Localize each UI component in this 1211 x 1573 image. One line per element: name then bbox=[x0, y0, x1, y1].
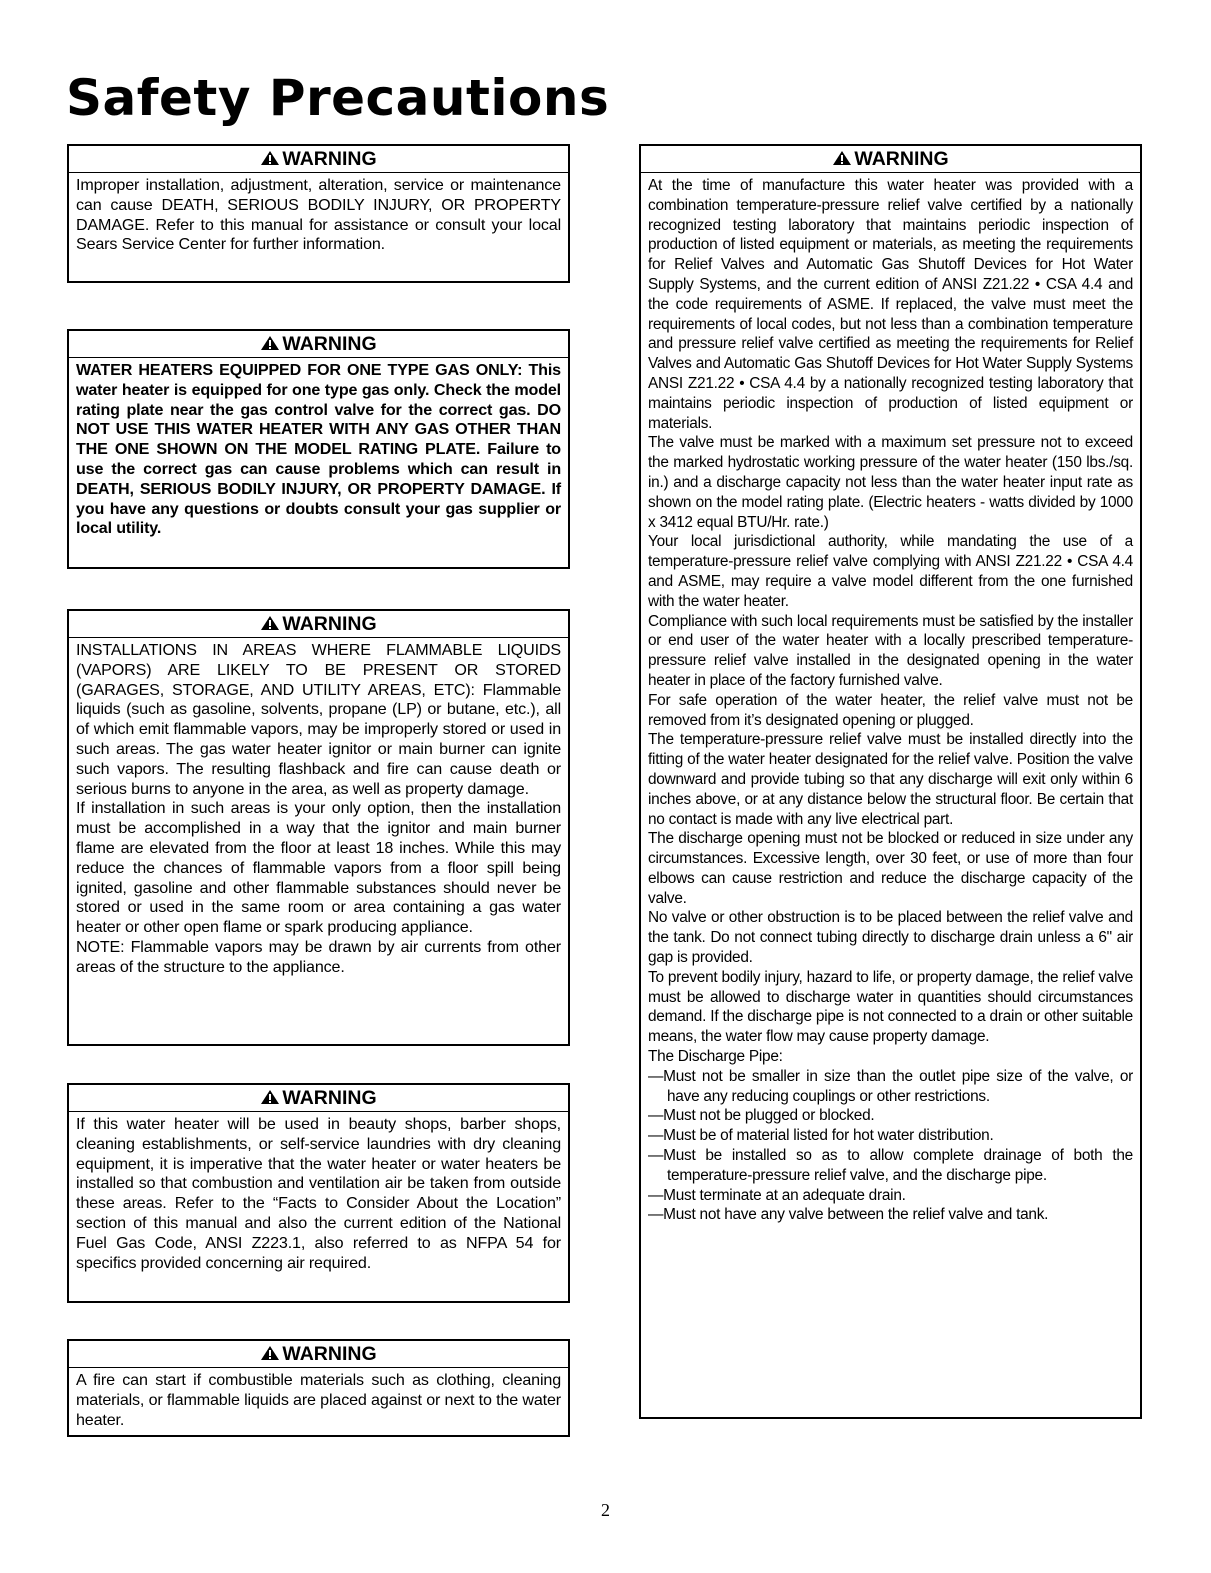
warning-header bbox=[641, 148, 1140, 173]
discharge-pipe-list-item: —Must not have any valve between the relief valve and tank. bbox=[648, 1206, 1049, 1224]
warning-paragraph: If installation in such areas is your only option, then the installation must be accomplished in a way that the ignitor and main burner flame are elevated from the floor at least 18 inches. While this may reduce the chances of flammable vapors from a floor spill being ignited, gasoline and other flammable substances should never be stored or used in the same room or area containing a gas water heater or other open flame or spark producing appliance. bbox=[76, 799, 561, 937]
discharge-pipe-list-item: —Must not be smaller in size than the outlet pipe size of the valve, or have any reducing couplings or other restrictions. bbox=[648, 1067, 1133, 1105]
warning-triangle-icon bbox=[260, 335, 280, 351]
warning-triangle-icon bbox=[260, 1345, 280, 1361]
warning-paragraph: WATER HEATERS EQUIPPED FOR ONE TYPE GAS ONLY: This water heater is equipped for one type gas only. Check the model rating plate near the gas control valve for the correct gas. DO NOT USE THIS WATER HEATER WITH ANY GAS OTHER THAN THE ONE SHOWN ON THE MODEL RATING PLATE. Failure to use the correct gas can cause problems which can result in DEATH, SERIOUS BODILY INJURY, OR PROPERTY DAMAGE. If you have any questions or doubts consult your gas supplier or local utility. bbox=[76, 361, 561, 538]
warning-paragraph: To prevent bodily injury, hazard to life, or property damage, the relief valve must be allowed to discharge water in quantities should circumstances demand. If the discharge pipe is not connected to a drain or other suitable means, the water flow may cause property damage. bbox=[648, 968, 1133, 1046]
warning-paragraph: The valve must be marked with a maximum set pressure not to exceed the marked hydrostatic working pressure of the water heater (150 lbs./sq. in.) and a discharge capacity not less than the water heater input rate as shown on the model rating plate. (Electric heaters - watts divided by 1000 x 3412 equal BTU/Hr. rate.) bbox=[648, 434, 1133, 531]
warning-triangle-icon bbox=[260, 1089, 280, 1105]
discharge-pipe-list-item: —Must terminate at an adequate drain. bbox=[648, 1186, 906, 1204]
warning-box-relief-valve bbox=[639, 144, 1142, 1419]
warning-triangle-icon bbox=[260, 615, 280, 631]
discharge-pipe-list-item: —Must be installed so as to allow complete drainage of both the temperature-pressure relief valve, and the discharge pipe. bbox=[648, 1147, 1133, 1184]
warning-paragraph: No valve or other obstruction is to be placed between the relief valve and the tank. Do not connect tubing directly to discharge drain unless a 6" air gap is provided. bbox=[648, 909, 1133, 967]
warning-paragraph: The discharge opening must not be blocked or reduced in size under any circumstances. Excessive length, over 30 feet, or use of more than four elbows can cause restriction and reduce the discharge capacity of the valve. bbox=[648, 830, 1133, 907]
warning-paragraph: At the time of manufacture this water heater was provided with a combination temperature-pressure relief valve certified by a nationally recognized testing laboratory that maintains periodic inspection of production of listed equipment or materials, as meeting the requirements for Relief Valves and Automatic Gas Shutoff Devices for Hot Water Supply Systems, and the current edition of ANSI Z21.22 • CSA 4.4 and the code requirements of ASME. If replaced, the valve must meet the requirements of local codes, but not less than a combination temperature and pressure relief valve certified as meeting the requirements for Relief Valves and Automatic Gas Shutoff Devices for Hot Water Supply Systems ANSI Z21.22 • CSA 4.4 by a nationally recognized testing laboratory that maintains periodic inspection of production of listed equipment or materials. bbox=[648, 177, 1133, 432]
warning-box-improper-installation bbox=[67, 144, 570, 283]
warning-header-label: WARNING bbox=[282, 1343, 377, 1365]
warning-header-label: WARNING bbox=[282, 333, 377, 355]
warning-header bbox=[69, 148, 568, 173]
page-number: 2 bbox=[601, 1500, 610, 1520]
discharge-pipe-list-item: —Must not be plugged or blocked. bbox=[648, 1107, 875, 1125]
warning-paragraph: NOTE: Flammable vapors may be drawn by air currents from other areas of the structure to the appliance. bbox=[76, 937, 561, 976]
warning-box-one-type-gas bbox=[67, 329, 570, 569]
warning-box-beauty-shops bbox=[67, 1083, 570, 1303]
warning-header-label: WARNING bbox=[282, 613, 377, 635]
warning-box-flammable-liquids bbox=[67, 609, 570, 1046]
warning-paragraph: INSTALLATIONS IN AREAS WHERE FLAMMABLE LIQUIDS (VAPORS) ARE LIKELY TO BE PRESENT OR STORED (GARAGES, STORAGE, AND UTILITY AREAS, ETC): Flammable liquids (such as gasoline, solvents, propane (LP) or butane, etc.), all of which emit flammable vapors, may be improperly stored or used in such areas. The gas water heater ignitor or main burner can ignite such vapors. The resulting flashback and fire can cause death or serious burns to anyone in the area, as well as property damage. bbox=[76, 641, 561, 798]
discharge-pipe-heading: The Discharge Pipe: bbox=[648, 1048, 783, 1066]
warning-paragraph: For safe operation of the water heater, the relief valve must not be removed from it’s designated opening or plugged. bbox=[648, 691, 1133, 729]
warning-paragraph: Your local jurisdictional authority, while mandating the use of a temperature-pressure relief valve complying with ANSI Z21.22 • CSA 4.4 and ASME, may require a valve model different from the one furnished with the water heater. bbox=[648, 533, 1133, 610]
warning-header-label: WARNING bbox=[282, 148, 377, 170]
warning-header bbox=[69, 1087, 568, 1112]
warning-paragraph: Compliance with such local requirements must be satisfied by the installer or end user of the water heater with a locally prescribed temperature-pressure relief valve installed in the designated opening in the water heater in place of the factory furnished valve. bbox=[648, 612, 1133, 689]
warning-header-label: WARNING bbox=[282, 1087, 377, 1109]
warning-paragraph: The temperature-pressure relief valve must be installed directly into the fitting of the water heater designated for the relief valve. Position the valve downward and provide tubing so that any discharge will exit only within 6 inches above, or at any distance below the structural floor. Be certain that no contact is made with any live electrical part. bbox=[648, 731, 1133, 828]
warning-header bbox=[69, 1343, 568, 1368]
warning-paragraph: Improper installation, adjustment, alteration, service or maintenance can cause DEATH, SERIOUS BODILY INJURY, OR PROPERTY DAMAGE. Refer to this manual for assistance or consult your local Sears Service Center for further information. bbox=[76, 176, 561, 254]
warning-paragraph: A fire can start if combustible materials such as clothing, cleaning materials, or flammable liquids are placed against or next to the water heater. bbox=[76, 1371, 561, 1429]
discharge-pipe-list-item: —Must be of material listed for hot water distribution. bbox=[648, 1127, 994, 1145]
warning-box-combustible-materials bbox=[67, 1339, 570, 1437]
warning-triangle-icon bbox=[832, 150, 852, 166]
page-title: Safety Precautions bbox=[66, 69, 610, 127]
warning-header bbox=[69, 613, 568, 638]
warning-header bbox=[69, 333, 568, 358]
warning-triangle-icon bbox=[260, 150, 280, 166]
warning-paragraph: If this water heater will be used in beauty shops, barber shops, cleaning establishments, or self-service laundries with dry cleaning equipment, it is imperative that the water heater or water heaters be installed so that combustion and ventilation air be taken from outside these areas. Refer to the “Facts to Consider About the Location” section of this manual and also the current edition of the National Fuel Gas Code, ANSI Z223.1, also referred to as NFPA 54 for specifics provided concerning air required. bbox=[76, 1115, 561, 1272]
warning-header-label: WARNING bbox=[854, 148, 949, 170]
